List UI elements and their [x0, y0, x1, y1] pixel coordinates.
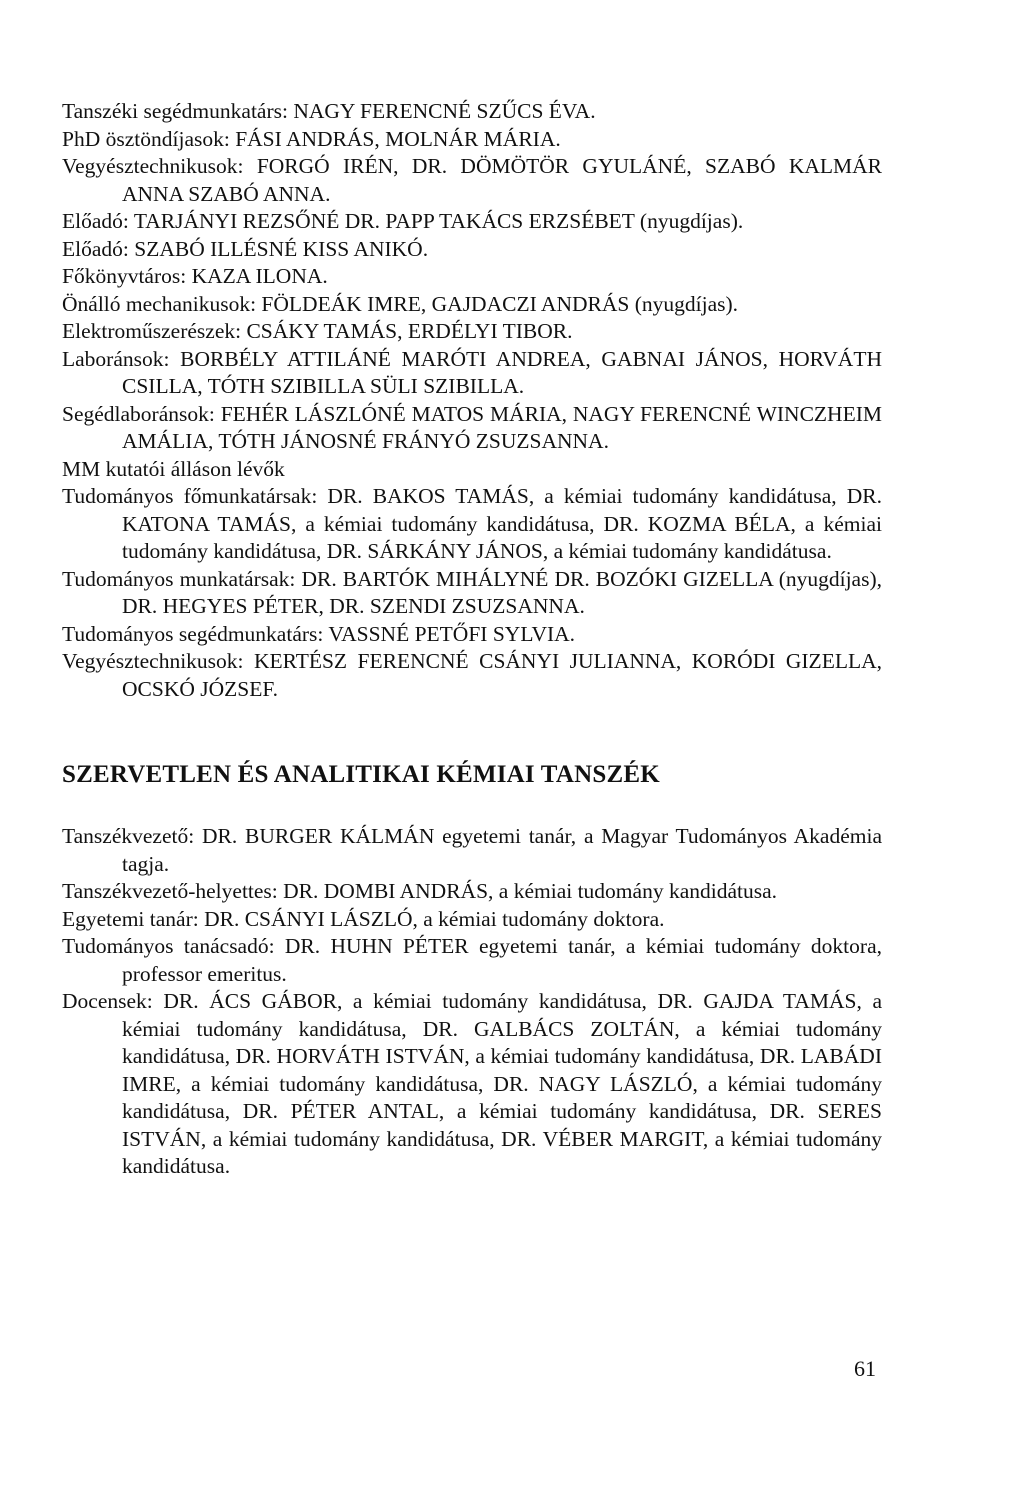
staff-entry: Egyetemi tanár: DR. CSÁNYI LÁSZLÓ, a kémiai tudomány doktora. — [62, 906, 665, 931]
section-title: SZERVETLEN ÉS ANALITIKAI KÉMIAI TANSZÉK — [62, 761, 660, 788]
staff-entry: Főkönyvtáros: KAZA ILONA. — [62, 264, 328, 288]
staff-entry: Tudományos tanácsadó: DR. HUHN PÉTER egyetemi tanár, a kémiai tudomány doktora, professor emeritus. — [62, 934, 882, 986]
staff-entry: PhD ösztöndíjasok: FÁSI ANDRÁS, MOLNÁR MÁRIA. — [62, 126, 561, 151]
staff-entry: Tanszéki segédmunkatárs: NAGY FERENCNÉ SZŰCS ÉVA. — [62, 99, 596, 123]
staff-entry: Vegyésztechnikusok: FORGÓ IRÉN, DR. DÖMÖTÖR GYULÁNÉ, SZABÓ KALMÁR ANNA SZABÓ ANNA. — [62, 154, 882, 206]
staff-entry: Előadó: TARJÁNYI REZSŐNÉ DR. PAPP TAKÁCS ERZSÉBET (nyugdíjas). — [62, 209, 744, 233]
staff-entry: Tanszékvezető: DR. BURGER KÁLMÁN egyetemi tanár, a Magyar Tudományos Akadémia tagja. — [62, 824, 882, 876]
staff-entry: Tanszékvezető-helyettes: DR. DOMBI ANDRÁS, a kémiai tudomány kandidátusa. — [62, 879, 778, 903]
subsection-heading: MM kutatói álláson lévők — [62, 456, 285, 481]
page-number: 61 — [854, 1356, 876, 1381]
staff-entry: Elektroműszerészek: CSÁKY TAMÁS, ERDÉLYI TIBOR. — [62, 319, 573, 343]
staff-entry: Tudományos munkatársak: DR. BARTÓK MIHÁLYNÉ DR. BOZÓKI GIZELLA (nyugdíjas), DR. HEGYES PÉTER, DR. SZENDI ZSUZSANNA. — [62, 566, 882, 618]
staff-entry: Segédlaboránsok: FEHÉR LÁSZLÓNÉ MATOS MÁRIA, NAGY FERENCNÉ WINCZHEIM AMÁLIA, TÓTH JÁNOSNÉ FRÁNYÓ ZSUZSANNA. — [62, 401, 882, 453]
staff-entry: Tudományos segédmunkatárs: VASSNÉ PETŐFI SYLVIA. — [62, 621, 576, 646]
staff-entry: Vegyésztechnikusok: KERTÉSZ FERENCNÉ CSÁNYI JULIANNA, KORÓDI GIZELLA, OCSKÓ JÓZSEF. — [62, 649, 882, 701]
document-page — [62, 98, 882, 1181]
staff-entry: Docensek: DR. ÁCS GÁBOR, a kémiai tudomány kandidátusa, DR. GAJDA TAMÁS, a kémiai tudomány kandidátusa, DR. GALBÁCS ZOLTÁN, a kémiai tudomány kandidátusa, DR. HORVÁTH ISTVÁN, a kémiai tudomány kandidátusa, DR. LABÁDI IMRE, a kémiai tudomány kandidátusa, DR. NAGY LÁSZLÓ, a kémiai tudomány kandidátusa, DR. PÉTER ANTAL, a kémiai tudomány kandidátusa, DR. SERES ISTVÁN, a kémiai tudomány kandidátusa, DR. VÉBER MARGIT, a kémiai tudomány kandidátusa. — [62, 989, 882, 1178]
staff-entry: Tudományos főmunkatársak: DR. BAKOS TAMÁS, a kémiai tudomány kandidátusa, DR. KATONA TAMÁS, a kémiai tudomány kandidátusa, DR. KOZMA BÉLA, a kémiai tudomány kandidátusa, DR. SÁRKÁNY JÁNOS, a kémiai tudomány kandidátusa. — [62, 484, 882, 563]
staff-entry: Laboránsok: BORBÉLY ATTILÁNÉ MARÓTI ANDREA, GABNAI JÁNOS, HORVÁTH CSILLA, TÓTH SZIBILLA SÜLI SZIBILLA. — [62, 346, 882, 398]
staff-entry: Előadó: SZABÓ ILLÉSNÉ KISS ANIKÓ. — [62, 236, 429, 261]
staff-entry: Önálló mechanikusok: FÖLDEÁK IMRE, GAJDACZI ANDRÁS (nyugdíjas). — [62, 291, 739, 316]
